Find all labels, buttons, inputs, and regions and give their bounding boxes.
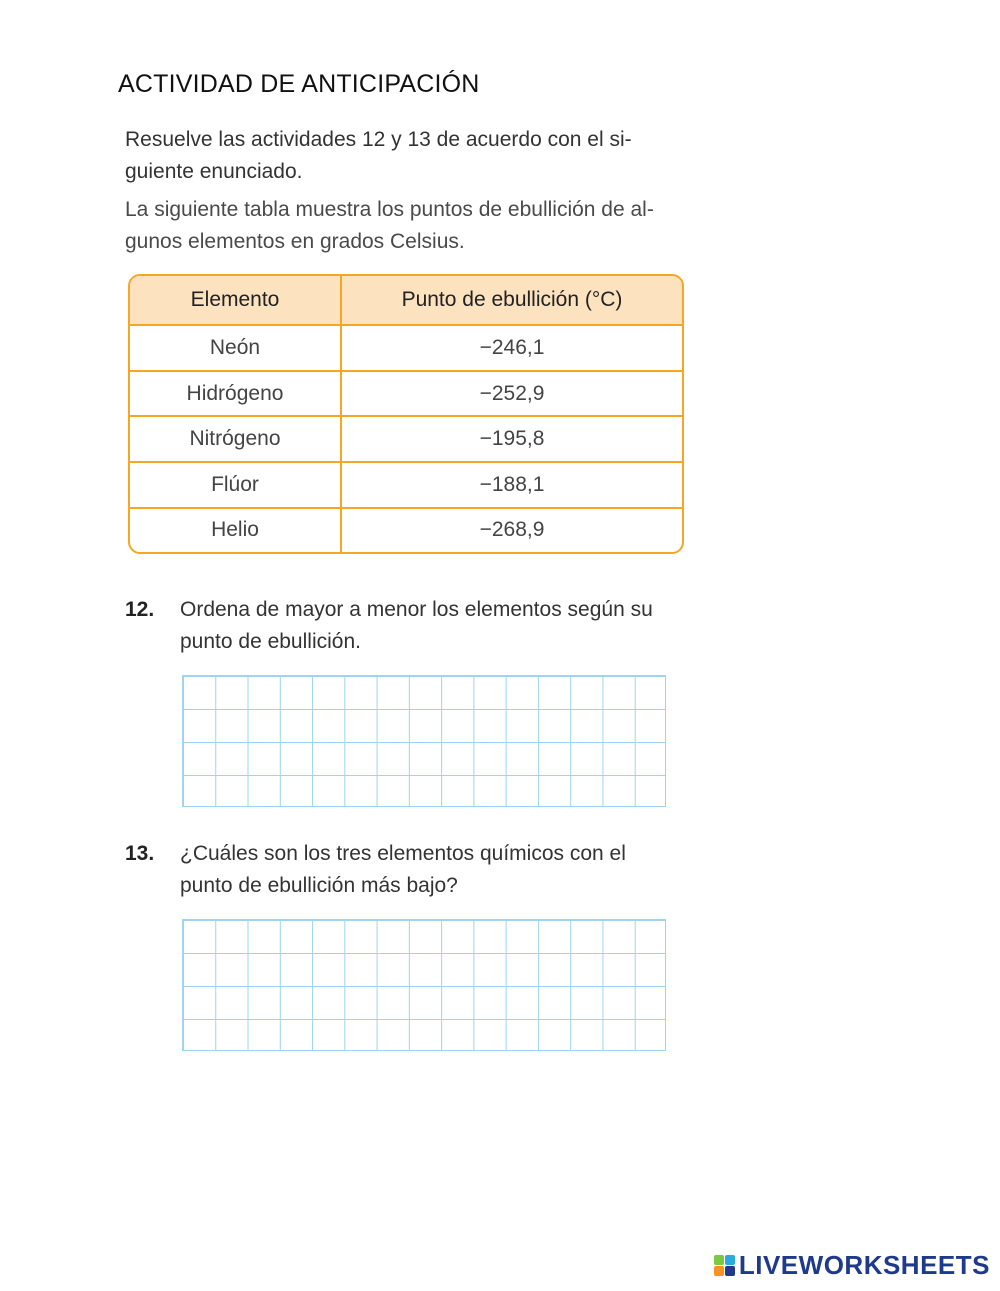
instructions [125,124,687,188]
table-row [130,416,682,462]
boiling-point-table [128,274,684,554]
table-row [130,371,682,417]
liveworksheets-logo [714,1250,990,1281]
header-element: Elemento [130,276,341,325]
element-name: Neón [130,325,341,371]
question-12 [125,594,687,658]
logo-square [725,1255,735,1265]
question-13 [125,838,687,902]
table-row [130,462,682,508]
element-name: Nitrógeno [130,416,341,462]
instructions-line: Resuelve las actividades 12 y 13 de acuerdo con el si- [125,128,632,151]
liveworksheets-wordmark: LIVEWORKSHEETS [738,1250,990,1280]
logo-square [725,1266,735,1276]
question-line: Ordena de mayor a menor los elementos según su [180,598,653,621]
boiling-point-value: −246,1 [341,325,682,371]
boiling-point-value: −188,1 [341,462,682,508]
logo-square [714,1255,724,1265]
table-row [130,508,682,552]
table-row [130,325,682,371]
boiling-point-value: −268,9 [341,508,682,552]
answer-grid-12[interactable] [182,675,666,807]
question-line: punto de ebullición. [180,630,361,653]
element-name: Flúor [130,462,341,508]
table-header-row [130,276,682,325]
page-title: ACTIVIDAD DE ANTICIPACIÓN [118,70,480,98]
intro-line: gunos elementos en grados Celsius. [125,230,465,253]
question-number: 13. [125,842,155,865]
element-name: Helio [130,508,341,552]
header-boiling-point: Punto de ebullición (°C) [341,276,682,325]
boiling-point-value: −252,9 [341,371,682,417]
liveworksheets-logo-icon [714,1255,735,1276]
question-number: 12. [125,598,155,621]
intro-line: La siguiente tabla muestra los puntos de ebullición de al- [125,198,654,221]
answer-grid-13[interactable] [182,919,666,1051]
table-intro [125,194,687,258]
instructions-line: guiente enunciado. [125,160,303,183]
question-line: ¿Cuáles son los tres elementos químicos con el [180,842,626,865]
boiling-point-value: −195,8 [341,416,682,462]
question-line: punto de ebullición más bajo? [180,874,458,897]
logo-square [714,1266,724,1276]
element-name: Hidrógeno [130,371,341,417]
